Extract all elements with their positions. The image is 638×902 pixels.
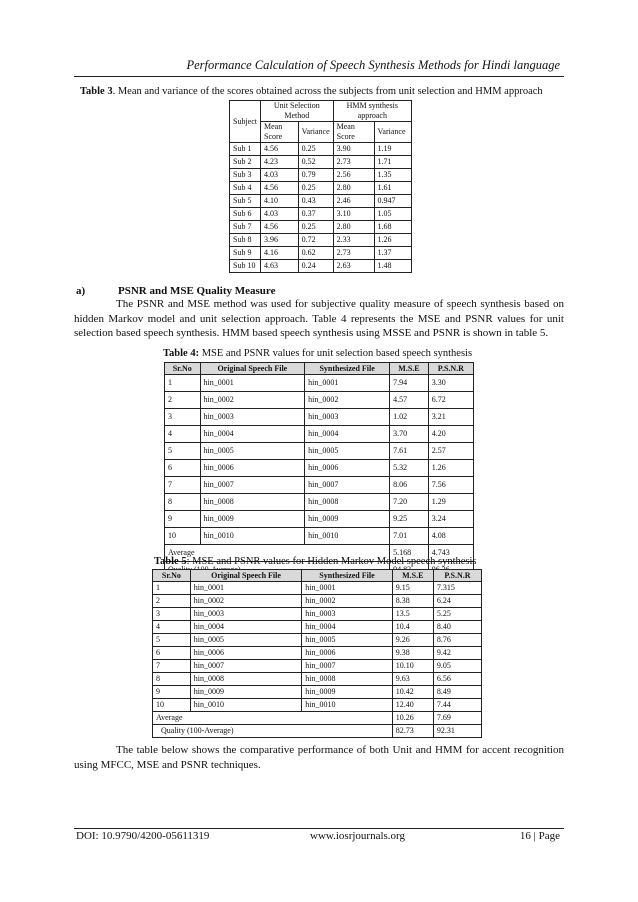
table4-cell: hin_0001 bbox=[200, 375, 305, 392]
table4-cell: 5 bbox=[165, 443, 201, 460]
table4-col-header: P.S.N.R bbox=[428, 363, 473, 375]
table3-cell: Sub 8 bbox=[230, 234, 261, 247]
table5-row bbox=[153, 647, 482, 660]
table4-cell: hin_0006 bbox=[200, 460, 305, 477]
table4-cell: 7.20 bbox=[390, 494, 429, 511]
table5-label: Table 5 bbox=[154, 556, 187, 567]
section-paragraph: The PSNR and MSE method was used for subjective quality measure of speech synthesis based on hidden Markov model and unit selection approach. Table 4 represents the MSE and PSNR values for unit selection based speech synthesis. HMM based speech synthesis using MSSE and PSNR is shown in table 5. bbox=[74, 298, 564, 339]
table3-cell: 0.24 bbox=[298, 260, 333, 273]
table5-row bbox=[153, 686, 482, 699]
table3-cell: Sub 5 bbox=[230, 195, 261, 208]
table5-cell: 9.15 bbox=[392, 582, 433, 595]
table3-cell: 1.19 bbox=[374, 143, 411, 156]
table3-cell: 1.26 bbox=[374, 234, 411, 247]
table3-cell: Sub 6 bbox=[230, 208, 261, 221]
table5-cell: hin_0001 bbox=[190, 582, 301, 595]
table4-cell: hin_0010 bbox=[305, 528, 390, 545]
table3-cell: 4.56 bbox=[261, 182, 299, 195]
table4-cell: 3.70 bbox=[390, 426, 429, 443]
table4-cell: 7.94 bbox=[390, 375, 429, 392]
table5-cell: 5.25 bbox=[433, 608, 481, 621]
footer-doi: DOI: 10.9790/4200-05611319 bbox=[76, 830, 210, 842]
table5-cell: hin_0003 bbox=[190, 608, 301, 621]
table3-row bbox=[230, 208, 412, 221]
table5-cell: 4 bbox=[153, 621, 191, 634]
table5-cell: hin_0008 bbox=[190, 673, 301, 686]
table5-cell: hin_0010 bbox=[190, 699, 301, 712]
table4-row bbox=[165, 494, 474, 511]
table3-cell: Sub 1 bbox=[230, 143, 261, 156]
table3-cell: 0.25 bbox=[298, 143, 333, 156]
table4-cell: hin_0008 bbox=[305, 494, 390, 511]
table4-cell: 2 bbox=[165, 392, 201, 409]
table4-col-header: Original Speech File bbox=[200, 363, 305, 375]
table3-group2-header: HMM synthesis approach bbox=[333, 101, 411, 122]
table3-variance-header: Variance bbox=[374, 122, 411, 143]
table4-row bbox=[165, 443, 474, 460]
table5-cell: 8.49 bbox=[433, 686, 481, 699]
table5-col-header: Original Speech File bbox=[190, 570, 301, 582]
table3-cell: 4.56 bbox=[261, 143, 299, 156]
table5-cell: hin_0009 bbox=[302, 686, 392, 699]
table5-row bbox=[153, 699, 482, 712]
section-title: PSNR and MSE Quality Measure bbox=[118, 285, 276, 297]
table3-group1-header: Unit Selection Method bbox=[261, 101, 334, 122]
table4-average-mse: 5.168 bbox=[390, 545, 429, 562]
table5-cell: hin_0003 bbox=[302, 608, 392, 621]
table3-cell: 3.10 bbox=[333, 208, 374, 221]
table3-cell: Sub 3 bbox=[230, 169, 261, 182]
table3-cell: 3.90 bbox=[333, 143, 374, 156]
table3-cell: 1.68 bbox=[374, 221, 411, 234]
table3-cell: Sub 10 bbox=[230, 260, 261, 273]
table5-cell: hin_0002 bbox=[302, 595, 392, 608]
table3-cell: 0.947 bbox=[374, 195, 411, 208]
table4-average-label: Average bbox=[165, 545, 390, 562]
table4-cell: hin_0002 bbox=[200, 392, 305, 409]
table5-row bbox=[153, 621, 482, 634]
table4-cell: 9.25 bbox=[390, 511, 429, 528]
section-heading bbox=[76, 285, 275, 297]
table3-cell: 2.73 bbox=[333, 156, 374, 169]
table3-row bbox=[230, 143, 412, 156]
table4-row bbox=[165, 426, 474, 443]
table5-quality-mse: 82.73 bbox=[392, 725, 433, 738]
table5-cell: 9.63 bbox=[392, 673, 433, 686]
table3-cell: 0.37 bbox=[298, 208, 333, 221]
table5-cell: hin_0007 bbox=[302, 660, 392, 673]
table4-cell: hin_0004 bbox=[305, 426, 390, 443]
table3-cell: 1.05 bbox=[374, 208, 411, 221]
table5-cell: 12.40 bbox=[392, 699, 433, 712]
table5-cell: 13.5 bbox=[392, 608, 433, 621]
table5-quality-row bbox=[153, 725, 482, 738]
table3-label: Table 3 bbox=[80, 86, 113, 97]
table4-cell: 1.02 bbox=[390, 409, 429, 426]
table3-cell: 3.96 bbox=[261, 234, 299, 247]
table5-cell: hin_0010 bbox=[302, 699, 392, 712]
table3-cell: 2.80 bbox=[333, 182, 374, 195]
table4-cell: 9 bbox=[165, 511, 201, 528]
closing-paragraph: The table below shows the comparative performance of both Unit and HMM for accent recognition using MFCC, MSE and PSNR techniques. bbox=[74, 744, 564, 771]
table4-cell: hin_0009 bbox=[200, 511, 305, 528]
table3-header-row bbox=[230, 101, 412, 122]
table3-cell: 1.37 bbox=[374, 247, 411, 260]
table3-cell: 0.25 bbox=[298, 221, 333, 234]
table5-average-row bbox=[153, 712, 482, 725]
table3-cell: 4.63 bbox=[261, 260, 299, 273]
table5-cell: hin_0006 bbox=[302, 647, 392, 660]
table5-row bbox=[153, 673, 482, 686]
table5-row bbox=[153, 634, 482, 647]
table4-cell: 3 bbox=[165, 409, 201, 426]
table5-caption-text: : MSE and PSNR values for Hidden Markov Model speech synthesis bbox=[186, 556, 477, 567]
table5-cell: 7.315 bbox=[433, 582, 481, 595]
table3-caption bbox=[80, 86, 543, 97]
table4-row bbox=[165, 460, 474, 477]
table5-cell: 2 bbox=[153, 595, 191, 608]
table3-row bbox=[230, 247, 412, 260]
table4-row bbox=[165, 511, 474, 528]
table3-cell: 0.52 bbox=[298, 156, 333, 169]
table3-cell: 0.72 bbox=[298, 234, 333, 247]
table3-cell: 1.35 bbox=[374, 169, 411, 182]
table4-cell: hin_0009 bbox=[305, 511, 390, 528]
table4-cell: 6 bbox=[165, 460, 201, 477]
table4-cell: 8 bbox=[165, 494, 201, 511]
table4-cell: hin_0006 bbox=[305, 460, 390, 477]
table4-cell: 1.26 bbox=[428, 460, 473, 477]
table5-cell: 9.38 bbox=[392, 647, 433, 660]
table4-cell: 7.61 bbox=[390, 443, 429, 460]
section-label: a) bbox=[76, 285, 86, 297]
table3-cell: 0.25 bbox=[298, 182, 333, 195]
table3-cell: 1.71 bbox=[374, 156, 411, 169]
table5-cell: hin_0001 bbox=[302, 582, 392, 595]
table5-cell: hin_0004 bbox=[190, 621, 301, 634]
table4-cell: hin_0007 bbox=[200, 477, 305, 494]
table4 bbox=[164, 362, 474, 579]
table3-cell: 0.62 bbox=[298, 247, 333, 260]
table5-cell: hin_0007 bbox=[190, 660, 301, 673]
table5-col-header: Synthesized File bbox=[302, 570, 392, 582]
table3-subject-header: Subject bbox=[230, 101, 261, 143]
table4-cell: 6.72 bbox=[428, 392, 473, 409]
table5-col-header: Sr.No bbox=[153, 570, 191, 582]
table4-cell: 3.21 bbox=[428, 409, 473, 426]
table5-cell: hin_0005 bbox=[190, 634, 301, 647]
table4-cell: 5.32 bbox=[390, 460, 429, 477]
table4-col-header: Sr.No bbox=[165, 363, 201, 375]
table3-cell: 2.63 bbox=[333, 260, 374, 273]
table4-caption bbox=[163, 348, 472, 359]
table3-cell: Sub 4 bbox=[230, 182, 261, 195]
table5-average-mse: 10.26 bbox=[392, 712, 433, 725]
table3-cell: 1.61 bbox=[374, 182, 411, 195]
table5-cell: hin_0008 bbox=[302, 673, 392, 686]
table3-caption-text: . Mean and variance of the scores obtained across the subjects from unit selection and HMM approach bbox=[112, 86, 543, 97]
table4-row bbox=[165, 528, 474, 545]
table3-cell: Sub 9 bbox=[230, 247, 261, 260]
table5-cell: hin_0004 bbox=[302, 621, 392, 634]
table3-cell: 2.46 bbox=[333, 195, 374, 208]
table4-cell: 7.01 bbox=[390, 528, 429, 545]
table5-cell: 6 bbox=[153, 647, 191, 660]
table4-label: Table 4: bbox=[163, 348, 200, 359]
table4-cell: hin_0008 bbox=[200, 494, 305, 511]
table4-cell: hin_0001 bbox=[305, 375, 390, 392]
table3-cell: 1.48 bbox=[374, 260, 411, 273]
table5-cell: 8 bbox=[153, 673, 191, 686]
table5-cell: 9 bbox=[153, 686, 191, 699]
table5-cell: 6.24 bbox=[433, 595, 481, 608]
table3-cell: 4.03 bbox=[261, 208, 299, 221]
table5-quality-psnr: 92.31 bbox=[433, 725, 481, 738]
table5-cell: hin_0005 bbox=[302, 634, 392, 647]
table3-cell: 0.79 bbox=[298, 169, 333, 182]
table4-cell: 3.30 bbox=[428, 375, 473, 392]
table5-cell: 8.40 bbox=[433, 621, 481, 634]
table3-row bbox=[230, 182, 412, 195]
table4-cell: 7.56 bbox=[428, 477, 473, 494]
table4-cell: 4.20 bbox=[428, 426, 473, 443]
header-rule bbox=[74, 76, 564, 77]
table5-cell: 9.05 bbox=[433, 660, 481, 673]
table4-cell: 1 bbox=[165, 375, 201, 392]
table5-row bbox=[153, 582, 482, 595]
table4-cell: hin_0007 bbox=[305, 477, 390, 494]
table3-cell: 4.23 bbox=[261, 156, 299, 169]
table3-row bbox=[230, 221, 412, 234]
footer-page-number: 16 | Page bbox=[519, 830, 560, 842]
table5-average-psnr: 7.69 bbox=[433, 712, 481, 725]
table4-cell: 7 bbox=[165, 477, 201, 494]
table4-col-header: Synthesized File bbox=[305, 363, 390, 375]
table4-header-row bbox=[165, 363, 474, 375]
table5-cell: 9.42 bbox=[433, 647, 481, 660]
table5-cell: 7 bbox=[153, 660, 191, 673]
table4-average-psnr: 4.743 bbox=[428, 545, 473, 562]
table5-average-label: Average bbox=[153, 712, 393, 725]
table5-cell: 9.26 bbox=[392, 634, 433, 647]
table5-quality-label: Quality (100-Average) bbox=[153, 725, 393, 738]
table3-mean-header: Mean Score bbox=[261, 122, 299, 143]
table4-caption-text: MSE and PSNR values for unit selection based speech synthesis bbox=[199, 348, 473, 359]
table3-row bbox=[230, 169, 412, 182]
running-title: Performance Calculation of Speech Synthesis Methods for Hindi language bbox=[186, 58, 560, 72]
table4-cell: hin_0005 bbox=[305, 443, 390, 460]
table5-cell: hin_0006 bbox=[190, 647, 301, 660]
table3 bbox=[229, 100, 412, 273]
table5-col-header: P.S.N.R bbox=[433, 570, 481, 582]
table4-cell: 10 bbox=[165, 528, 201, 545]
table3-cell: Sub 7 bbox=[230, 221, 261, 234]
table3-row bbox=[230, 156, 412, 169]
table3-cell: 4.16 bbox=[261, 247, 299, 260]
table4-cell: hin_0005 bbox=[200, 443, 305, 460]
table5-cell: hin_0002 bbox=[190, 595, 301, 608]
table4-cell: 8.06 bbox=[390, 477, 429, 494]
table5-cell: 6.56 bbox=[433, 673, 481, 686]
table5-cell: 8.38 bbox=[392, 595, 433, 608]
table3-variance-header: Variance bbox=[298, 122, 333, 143]
table4-row bbox=[165, 375, 474, 392]
table4-cell: hin_0003 bbox=[305, 409, 390, 426]
table3-mean-header: Mean Score bbox=[333, 122, 374, 143]
table5-header-row bbox=[153, 570, 482, 582]
table5 bbox=[152, 569, 482, 738]
table5-row bbox=[153, 608, 482, 621]
footer-url: www.iosrjournals.org bbox=[310, 830, 406, 842]
table4-cell: hin_0003 bbox=[200, 409, 305, 426]
table4-cell: 4.08 bbox=[428, 528, 473, 545]
table4-cell: 4.57 bbox=[390, 392, 429, 409]
table4-cell: 4 bbox=[165, 426, 201, 443]
table5-row bbox=[153, 660, 482, 673]
table5-cell: 3 bbox=[153, 608, 191, 621]
table3-cell: 2.33 bbox=[333, 234, 374, 247]
table5-cell: 10.42 bbox=[392, 686, 433, 699]
table4-cell: 3.24 bbox=[428, 511, 473, 528]
table4-cell: hin_0010 bbox=[200, 528, 305, 545]
table4-row bbox=[165, 477, 474, 494]
table3-cell: 0.43 bbox=[298, 195, 333, 208]
table5-cell: 10.4 bbox=[392, 621, 433, 634]
table4-row bbox=[165, 392, 474, 409]
table5-col-header: M.S.E bbox=[392, 570, 433, 582]
table4-cell: 1.29 bbox=[428, 494, 473, 511]
table5-row bbox=[153, 595, 482, 608]
table4-cell: hin_0004 bbox=[200, 426, 305, 443]
table4-col-header: M.S.E bbox=[390, 363, 429, 375]
table3-cell: 4.56 bbox=[261, 221, 299, 234]
table3-cell: Sub 2 bbox=[230, 156, 261, 169]
table3-row bbox=[230, 260, 412, 273]
table3-row bbox=[230, 195, 412, 208]
footer-rule bbox=[74, 828, 564, 829]
table5-cell: 10 bbox=[153, 699, 191, 712]
table3-cell: 2.56 bbox=[333, 169, 374, 182]
table3-row bbox=[230, 234, 412, 247]
table4-cell: 2.57 bbox=[428, 443, 473, 460]
table5-cell: 8.76 bbox=[433, 634, 481, 647]
table3-cell: 4.10 bbox=[261, 195, 299, 208]
table4-cell: hin_0002 bbox=[305, 392, 390, 409]
table5-caption bbox=[154, 556, 476, 567]
table3-cell: 4.03 bbox=[261, 169, 299, 182]
table5-cell: hin_0009 bbox=[190, 686, 301, 699]
table5-cell: 5 bbox=[153, 634, 191, 647]
table3-cell: 2.73 bbox=[333, 247, 374, 260]
table5-cell: 10.10 bbox=[392, 660, 433, 673]
table5-cell: 7.44 bbox=[433, 699, 481, 712]
table3-cell: 2.80 bbox=[333, 221, 374, 234]
table4-row bbox=[165, 409, 474, 426]
table5-cell: 1 bbox=[153, 582, 191, 595]
